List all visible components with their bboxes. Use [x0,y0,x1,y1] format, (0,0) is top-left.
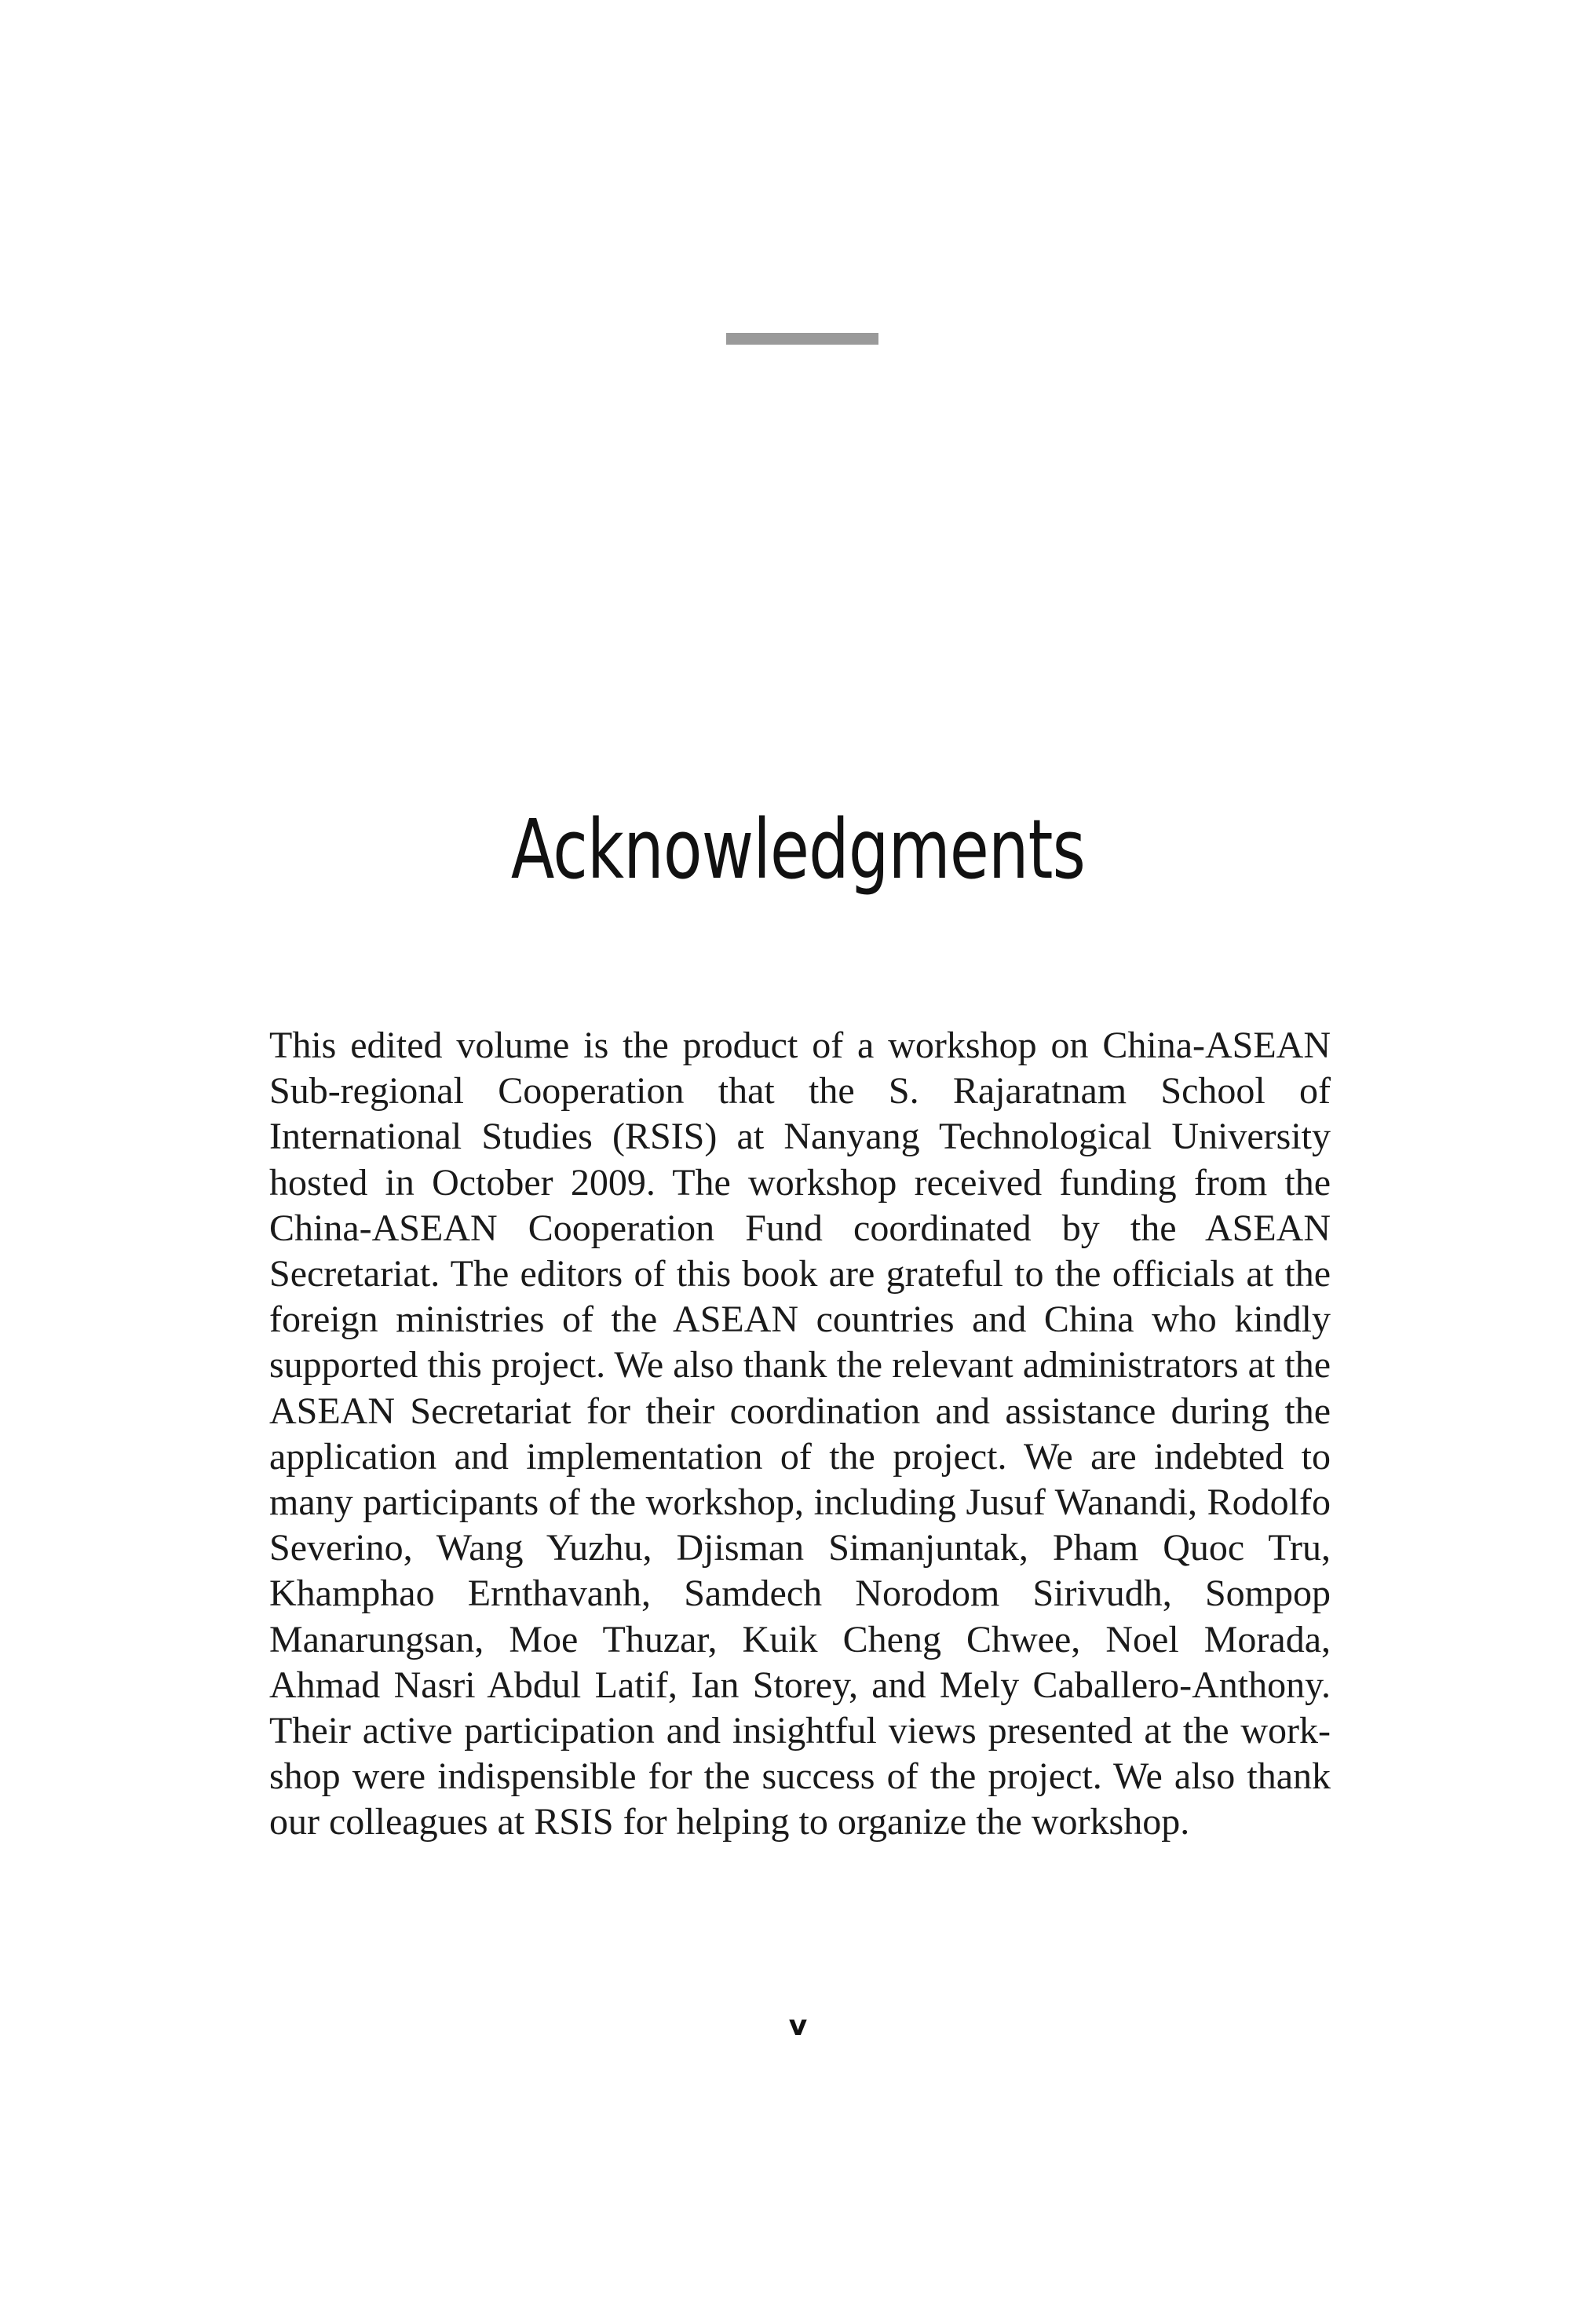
decorative-rule [726,333,878,345]
chapter-title: Acknowledgments [510,801,1086,897]
page-number: v [788,2010,808,2042]
acknowledgments-paragraph: This edited volume is the product of a workshop on China-ASEAN Sub-regional Cooperation that the S. Rajaratnam School of International Studies (RSIS) at Nanyang Technological University hosted in October 2009. The workshop received funding from the China-ASEAN Cooperation Fund coordinated by the ASEAN Secretariat. The editors of this book are grateful to the officials at the foreign ministries of the ASEAN countries and China who kindly supported this project. We also thank the relevant administrators at the ASEAN Secretariat for their coordination and assistance during the application and implementation of the project. We are indebted to many participants of the workshop, including Jusuf Wanandi, Rodolfo Severino, Wang Yuzhu, Djisman Simanjuntak, Pham Quoc Tru, Khamphao Ernthavanh, Samdech Norodom Sirivudh, Sompop Manarungsan, Moe Thuzar, Kuik Cheng Chwee, Noel Morada, Ahmad Nasri Abdul Latif, Ian Storey, and Mely Caballero-Anthony. Their active participation and insightful views presented at the work-shop were indispensible for the success of the project. We also thank our colleagues at RSIS for helping to organize the workshop. [269,1025,1331,1843]
